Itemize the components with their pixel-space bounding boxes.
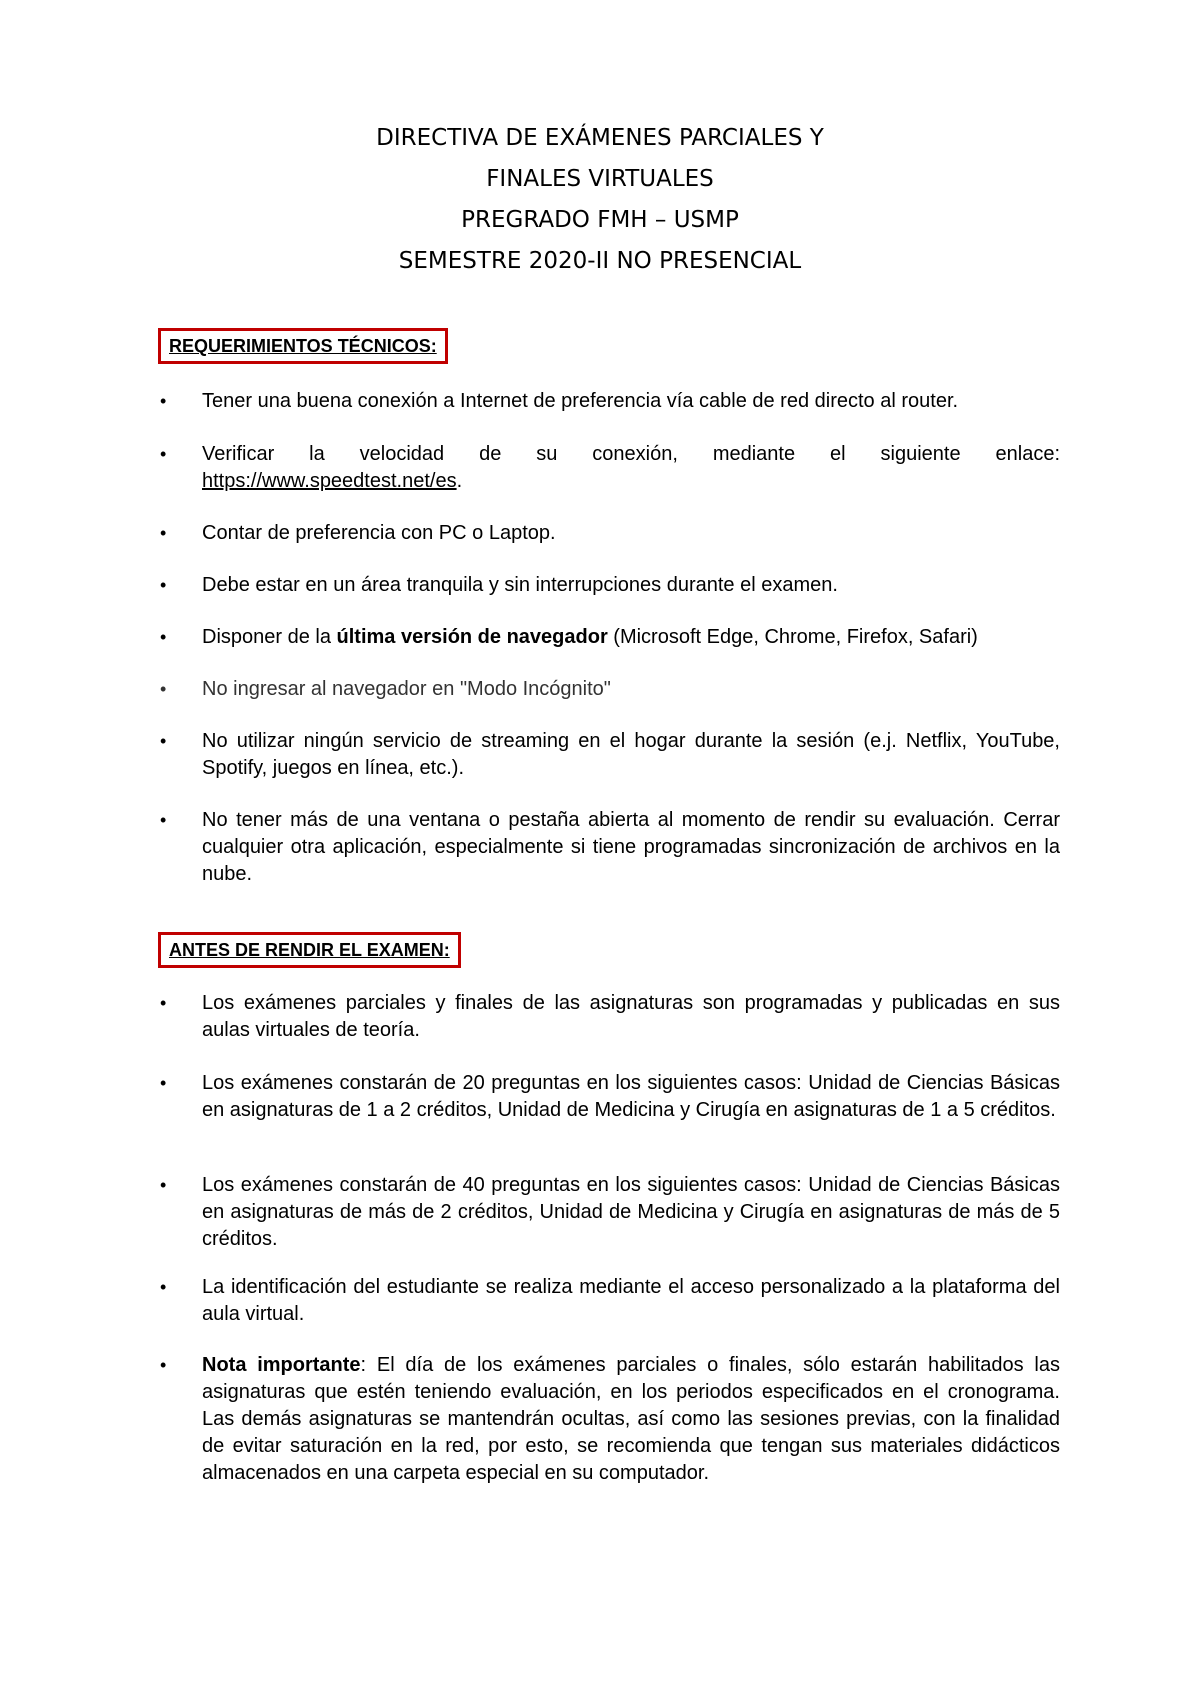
list-item	[160, 624, 1060, 651]
list-item	[160, 572, 1060, 599]
bullet-icon: •	[160, 1277, 167, 1297]
document-title	[0, 118, 1200, 282]
req-list	[160, 388, 1060, 415]
list-item	[160, 520, 1060, 547]
bullet-icon: •	[160, 444, 167, 464]
list-item	[160, 807, 1060, 888]
antes-list	[160, 1352, 1060, 1487]
req-list	[160, 441, 1060, 495]
bullet-icon: •	[160, 627, 167, 647]
title-line-2: FINALES VIRTUALES	[486, 166, 714, 192]
antes-list	[160, 1274, 1060, 1328]
list-item-text: Los exámenes constarán de 40 preguntas en los siguientes casos: Unidad de Ciencias Básicas en asignaturas de más de 2 créditos, Unidad de Medicina y Cirugía en asignaturas de más de 5 créditos.	[202, 1174, 1060, 1250]
list-item-text: La identificación del estudiante se realiza mediante el acceso personalizado a la plataforma del aula virtual.	[202, 1276, 1060, 1325]
bullet-icon: •	[160, 1175, 167, 1195]
list-item-text: Tener una buena conexión a Internet de preferencia vía cable de red directo al router.	[202, 390, 959, 412]
list-item-text: No ingresar al navegador en "Modo Incógnito"	[202, 678, 611, 700]
list-item-text: No utilizar ningún servicio de streaming en el hogar durante la sesión (e.j. Netflix, YouTube, Spotify, juegos en línea, etc.).	[202, 730, 1060, 779]
list-item-text: Disponer de la	[202, 626, 337, 648]
section-heading-antes: ANTES DE RENDIR EL EXAMEN:	[158, 932, 461, 968]
bullet-icon: •	[160, 679, 167, 699]
list-item	[160, 441, 1060, 495]
list-item-text: Los exámenes parciales y finales de las asignaturas son programadas y publicadas en sus aulas virtuales de teoría.	[202, 992, 1060, 1041]
title-line-4: SEMESTRE 2020-II NO PRESENCIAL	[398, 248, 802, 274]
list-item-text: .	[456, 470, 463, 492]
list-item	[160, 990, 1060, 1044]
list-item	[160, 676, 1060, 703]
list-item-text: Los exámenes constarán de 20 preguntas en los siguientes casos: Unidad de Ciencias Básicas en asignaturas de 1 a 2 créditos, Unidad de Medicina y Cirugía en asignaturas de 1 a 5 créditos.	[202, 1072, 1060, 1121]
bullet-icon: •	[160, 731, 167, 751]
list-item	[160, 388, 1060, 415]
req-list	[160, 520, 1060, 547]
list-item-text: Contar de preferencia con PC o Laptop.	[202, 522, 556, 544]
list-item-text: Debe estar en un área tranquila y sin interrupciones durante el examen.	[202, 574, 838, 596]
section-requerimientos	[160, 328, 1060, 364]
bullet-icon: •	[160, 575, 167, 595]
list-item	[160, 1274, 1060, 1328]
bullet-icon: •	[160, 810, 167, 830]
list-item	[160, 1070, 1060, 1124]
list-item	[160, 1172, 1060, 1253]
list-item-text: : El día de los exámenes parciales o finales, sólo estarán habilitados las asignaturas que estén teniendo evaluación, en los periodos especificados en el cronograma. Las demás asignaturas se mantendrán ocultas, así como las sesiones previas, con la finalidad de evitar saturación en la red, por esto, se recomienda que tengan sus materiales didácticos almacenados en una carpeta especial en su computador.	[202, 1354, 1061, 1484]
section-antes	[160, 932, 1060, 968]
antes-list	[160, 1172, 1060, 1253]
list-item	[160, 728, 1060, 782]
req-list	[160, 572, 1060, 599]
req-list	[160, 624, 1060, 651]
list-item	[160, 1352, 1060, 1487]
list-item-text: Verificar la velocidad de su conexión, mediante el siguiente enlace:	[202, 443, 1060, 465]
antes-list	[160, 1070, 1060, 1124]
req-list	[160, 676, 1060, 703]
list-item-bold-text: Nota importante	[202, 1354, 361, 1376]
bullet-icon: •	[160, 391, 167, 411]
title-line-1: DIRECTIVA DE EXÁMENES PARCIALES Y	[376, 125, 824, 151]
antes-list	[160, 990, 1060, 1044]
list-item-text: (Microsoft Edge, Chrome, Firefox, Safari)	[607, 626, 978, 648]
bullet-icon: •	[160, 1073, 167, 1093]
req-list	[160, 728, 1060, 782]
bullet-icon: •	[160, 523, 167, 543]
req-list	[160, 807, 1060, 888]
speedtest-link[interactable]: https://www.speedtest.net/es	[202, 470, 457, 492]
bullet-icon: •	[160, 993, 167, 1013]
list-item-text: No tener más de una ventana o pestaña abierta al momento de rendir su evaluación. Cerrar cualquier otra aplicación, especialmente si tiene programadas sincronización de archivos en la nube.	[202, 809, 1060, 885]
list-item-bold-text: última versión de navegador	[336, 626, 608, 648]
bullet-icon: •	[160, 1355, 167, 1375]
title-line-3: PREGRADO FMH – USMP	[461, 207, 739, 233]
section-heading-requerimientos: REQUERIMIENTOS TÉCNICOS:	[158, 328, 448, 364]
